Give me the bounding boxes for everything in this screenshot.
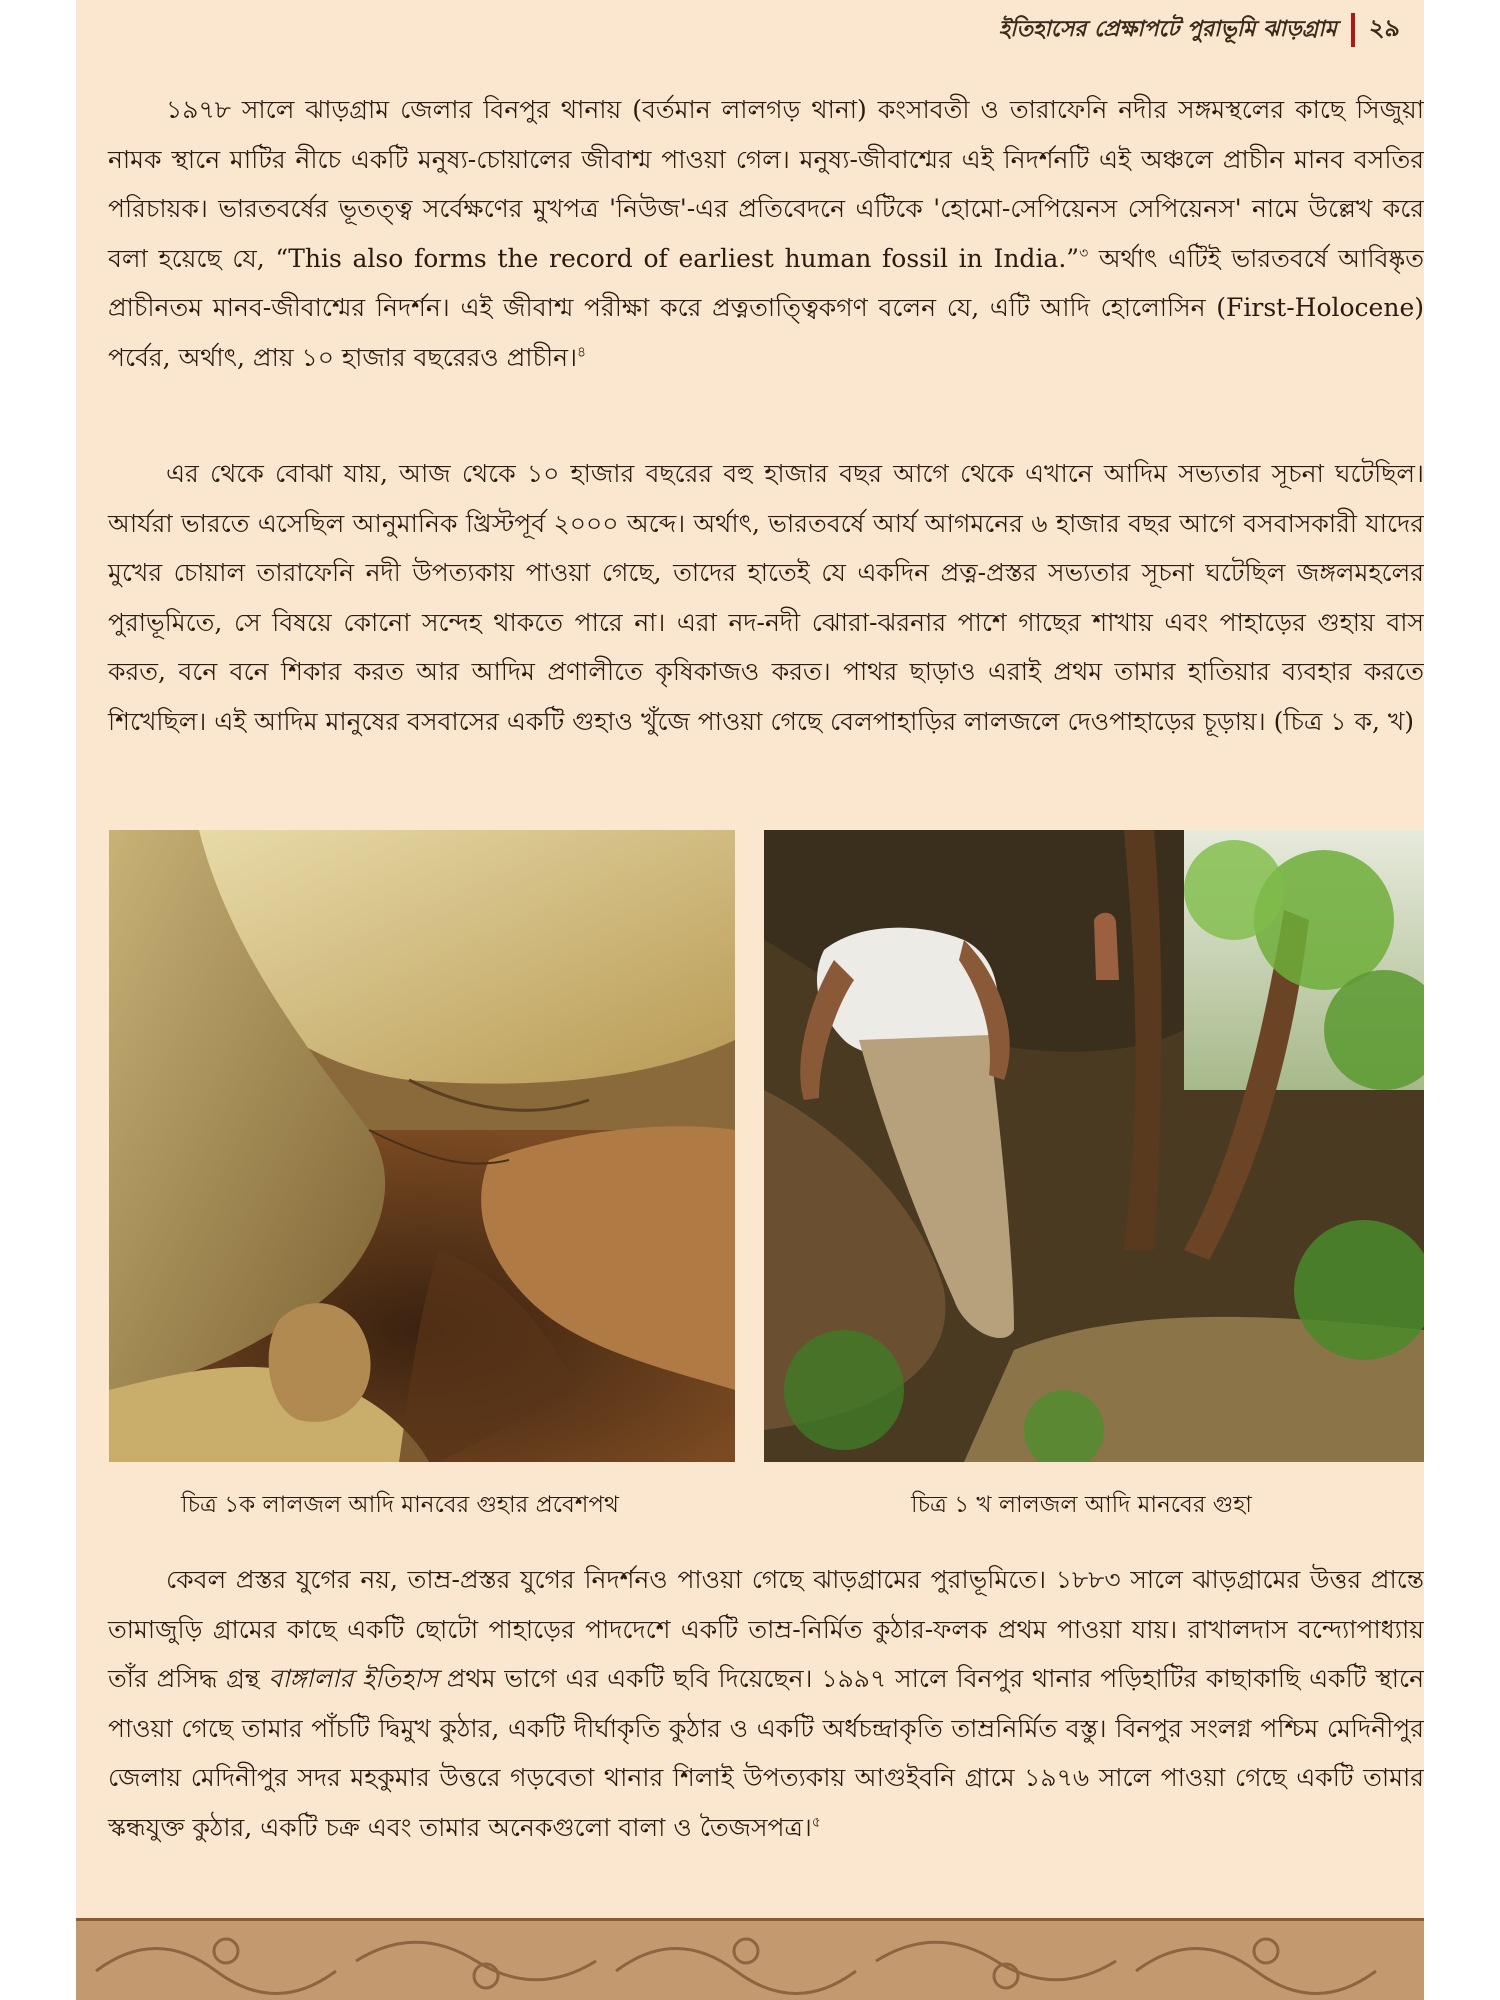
- paragraph-3-text-a: কেবল প্রস্তর যুগের নয়, তাম্র-প্রস্তর যুগের নিদর্শনও পাওয়া গেছে ঝাড়গ্রামের পুরাভূমিতে। ১৮৮৩ সালে ঝাড়গ্রামের উত্তর প্রান্তে তামাজুড়ি গ্রামের কাছে একটি ছোটো পাহাড়ের পাদদেশে একটি তাম্র-নির্মিত কুঠার-ফলক প্রথম পাওয়া যায়। রাখালদাস বন্দ্যোপাধ্যায় তাঁর প্রসিদ্ধ গ্রন্থ: [108, 1565, 1424, 1693]
- figure-1b-caption: চিত্র ১ খ লালজল আদি মানবের গুহা: [911, 1492, 1252, 1518]
- footnote-ref-5: ৫: [811, 1814, 821, 1831]
- footnote-ref-3: ৩: [1079, 245, 1089, 262]
- page-number: ২৯: [1368, 13, 1400, 42]
- paragraph-3: [108, 1555, 1424, 1852]
- running-title: ইতিহাসের প্রেক্ষাপটে পুরাভূমি ঝাড়গ্রাম: [998, 15, 1337, 42]
- cave-climb-photo: [764, 830, 1424, 1462]
- running-header: [999, 10, 1400, 50]
- paragraph-3-text-b: প্রথম ভাগে এর একটি ছবি দিয়েছেন। ১৯৯৭ সালে বিনপুর থানার পড়িহাটির কাছাকাছি একটি স্থানে পাওয়া গেছে তামার পাঁচটি দ্বিমুখ কুঠার, একটি দীর্ঘাকৃতি কুঠার ও একটি অর্ধচন্দ্রাকৃতি তাম্রনির্মিত বস্তু। বিনপুর সংলগ্ন পশ্চিম মেদিনীপুর জেলায় মেদিনীপুর সদর মহকুমার উত্তরে গড়বেতা থানার শিলাই উপত্যকায় আগুইবনি গ্রামে ১৯৭৬ সালে পাওয়া গেছে একটি তামার স্কন্ধযুক্ত কুঠার, একটি চক্র এবং তামার অনেকগুলো বালা ও তৈজসপত্র।: [108, 1664, 1424, 1842]
- cave-entrance-photo: [109, 830, 735, 1462]
- decorative-terracotta-band: [76, 1918, 1424, 2000]
- footnote-ref-4: ৪: [577, 344, 587, 361]
- paragraph-2-text: এর থেকে বোঝা যায়, আজ থেকে ১০ হাজার বছরের বহু হাজার বছর আগে থেকে এখানে আদিম সভ্যতার সূচনা ঘটেছিল। আর্যরা ভারতে এসেছিল আনুমানিক খ্রিস্টপূর্ব ২০০০ অব্দে। অর্থাৎ, ভারতবর্ষে আর্য আগমনের ৬ হাজার বছর আগে বসবাসকারী যাদের মুখের চোয়াল তারাফেনি নদী উপত্যকায় পাওয়া গেছে, তাদের হাতেই যে একদিন প্রত্ন-প্রস্তর সভ্যতার সূচনা ঘটেছিল জঙ্গলমহলের পুরাভূমিতে, সে বিষয়ে কোনো সন্দেহ থাকতে পারে না। এরা নদ-নদী ঝোরা-ঝরনার পাশে গাছের শাখায় এবং পাহাড়ের গুহায় বাস করত, বনে বনে শিকার করত আর আদিম প্রণালীতে কৃষিকাজও করত। পাথর ছাড়াও এরাই প্রথম তামার হাতিয়ার ব্যবহার করতে শিখেছিল। এই আদিম মানুষের বসবাসের একটি গুহাও খুঁজে পাওয়া গেছে বেলপাহাড়ির লালজলে দেওপাহাড়ের চূড়ায়। (চিত্র ১ ক, খ): [108, 459, 1424, 736]
- book-title: বাঙ্গালার ইতিহাস: [268, 1664, 438, 1693]
- paragraph-1-text-a: ১৯৭৮ সালে ঝাড়গ্রাম জেলার বিনপুর থানায় (বর্তমান লালগড় থানা) কংসাবতী ও তারাফেনি নদীর সঙ্গমস্থলের কাছে সিজুয়া নামক স্থানে মাটির নীচে একটি মনুষ্য-চোয়ালের জীবাশ্ম পাওয়া গেল। মনুষ্য-জীবাশ্মের এই নিদর্শনটি এই অঞ্চলে প্রাচীন মানব বসতির পরিচায়ক। ভারতবর্ষের ভূতত্ত্ব সর্বেক্ষণের মুখপত্র 'নিউজ'-এর প্রতিবেদনে এটিকে 'হোমো-সেপিয়েনস সেপিয়েনস' নামে উল্লেখ করে বলা হয়েছে যে, “This also forms the record of earliest human fossil in India.”: [108, 95, 1424, 273]
- book-page: [76, 0, 1424, 2000]
- figure-1a-caption: চিত্র ১ক লালজল আদি মানবের গুহার প্রবেশপথ: [181, 1492, 619, 1518]
- paragraph-1: [108, 85, 1424, 382]
- paragraph-2: [108, 449, 1424, 746]
- paragraph-1-text-b: অর্থাৎ এটিই ভারতবর্ষে আবিষ্কৃত প্রাচীনতম মানব-জীবাশ্মের নিদর্শন। এই জীবাশ্ম পরীক্ষা করে প্রত্নতাত্ত্বিকগণ বলেন যে, এটি আদি হোলোসিন (First-Holocene) পর্বের, অর্থাৎ, প্রায় ১০ হাজার বছরেরও প্রাচীন।: [108, 243, 1424, 372]
- header-divider: [1351, 13, 1355, 47]
